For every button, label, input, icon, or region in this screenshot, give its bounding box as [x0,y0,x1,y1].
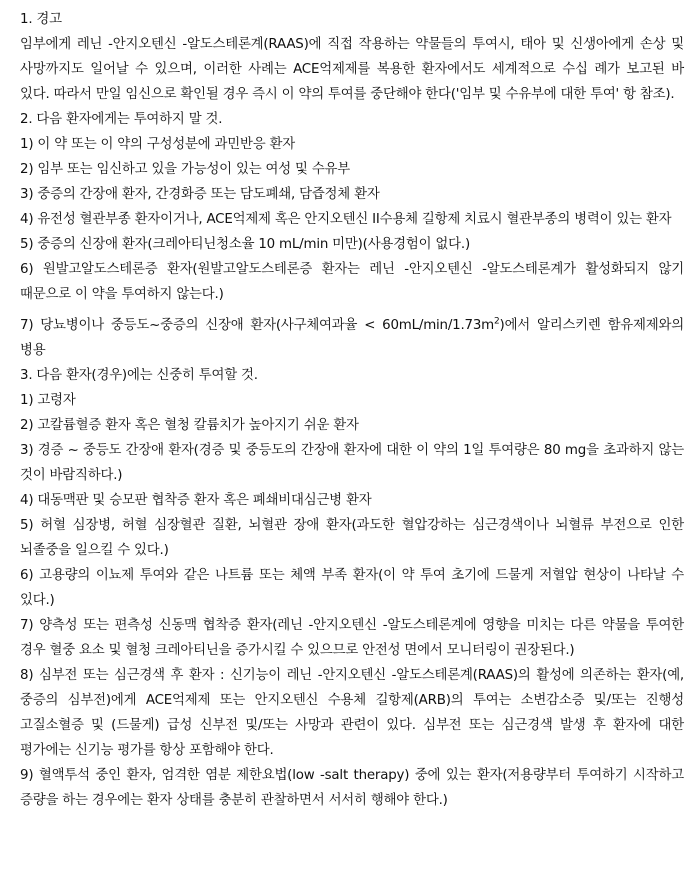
document-body [20,7,684,813]
contraindication-item: 5) 중증의 신장애 환자(크레아티닌청소율 10 mL/min 미만)(사용경험이 없다.) [20,237,470,252]
contraindication-item: 3) 중증의 간장애 환자, 간경화증 또는 담도폐쇄, 담즙정체 환자 [20,187,380,202]
contraindication-item: 6) 원발고알도스테론증 환자(원발고알도스테론증 환자는 레닌 -안지오텐신 -알도스테론계가 활성화되지 않기 때문으로 이 약을 투여하지 않는다.) [20,262,684,302]
contraindication-item-7 [20,313,684,363]
contraindication-item: 1) 이 약 또는 이 약의 구성성분에 과민반응 환자 [20,137,296,152]
caution-item: 6) 고용량의 이뇨제 투여와 같은 나트륨 또는 체액 부족 환자(이 약 투여 초기에 드물게 저혈압 현상이 나타날 수 있다.) [20,568,684,608]
caution-item: 4) 대동맥판 및 승모판 협착증 환자 혹은 폐쇄비대심근병 환자 [20,493,372,508]
caution-item: 8) 심부전 또는 심근경색 후 환자 : 신기능이 레닌 -안지오텐신 -알도스테론계(RAAS)의 활성에 의존하는 환자(예, 중증의 심부전)에게 ACE억제제 또는 안지오텐신 수용체 길항제(ARB)의 투여는 소변감소증 및/또는 진행성 고질소혈증 및 (드물게) 급성 신부전 및/또는 사망과 관련이 있다. 심부전 또는 심근경색 발생 후 환자에 대한 평가에는 신기능 평가를 항상 포함해야 한다. [20,668,684,758]
contraindication-item-7-text: 7) 당뇨병이나 중등도~중증의 신장애 환자(사구체여과율 < 60mL/min/1.73m [20,318,495,333]
caution-item: 3) 경증 ~ 중등도 간장애 환자(경증 및 중등도의 간장애 환자에 대한 이 약의 1일 투여량은 80 mg을 초과하지 않는 것이 바람직하다.) [20,443,684,483]
section-heading-caution: 3. 다음 환자(경우)에는 신중히 투여할 것. [20,368,258,383]
caution-item: 2) 고칼륨혈증 환자 혹은 혈청 칼륨치가 높아지기 쉬운 환자 [20,418,359,433]
warning-paragraph: 임부에게 레닌 -안지오텐신 -알도스테론계(RAAS)에 직접 작용하는 약물들의 투여시, 태아 및 신생아에게 손상 및 사망까지도 일어날 수 있으며, 이러한 사례는 ACE억제제를 복용한 환자에서도 세계적으로 수십 례가 보고된 바 있다. 따라서 만일 임신으로 확인될 경우 즉시 이 약의 투여를 중단해야 한다('임부 및 수유부에 대한 투여' 항 참조). [20,37,684,102]
caution-item: 1) 고령자 [20,393,76,408]
contraindication-item: 4) 유전성 혈관부종 환자이거나, ACE억제제 혹은 안지오텐신 II수용체 길항제 치료시 혈관부종의 병력이 있는 환자 [20,212,672,227]
section-heading-warning: 1. 경고 [20,12,62,27]
superscript-2: 2 [494,316,500,327]
caution-item: 7) 양측성 또는 편측성 신동맥 협착증 환자(레닌 -안지오텐신 -알도스테론계에 영향을 미치는 다른 약물을 투여한 경우 혈중 요소 및 혈청 크레아티닌을 증가시킬 수 있으므로 안전성 면에서 모니터링이 권장된다.) [20,618,684,658]
caution-item: 5) 허혈 심장병, 허혈 심장혈관 질환, 뇌혈관 장애 환자(과도한 혈압강하는 심근경색이나 뇌혈류 부전으로 인한 뇌졸중을 일으킬 수 있다.) [20,518,684,558]
contraindication-item: 2) 임부 또는 임신하고 있을 가능성이 있는 여성 및 수유부 [20,162,351,177]
contraindication-item-7-text-end: )에서 알리스키렌 함유제제와의 병용 [20,318,684,358]
caution-item: 9) 혈액투석 중인 환자, 엄격한 염분 제한요법(low -salt therapy) 중에 있는 환자(저용량부터 투여하기 시작하고 증량을 하는 경우에는 환자 상태를 충분히 관찰하면서 서서히 행해야 한다.) [20,768,684,808]
section-heading-contraindications: 2. 다음 환자에게는 투여하지 말 것. [20,112,223,127]
